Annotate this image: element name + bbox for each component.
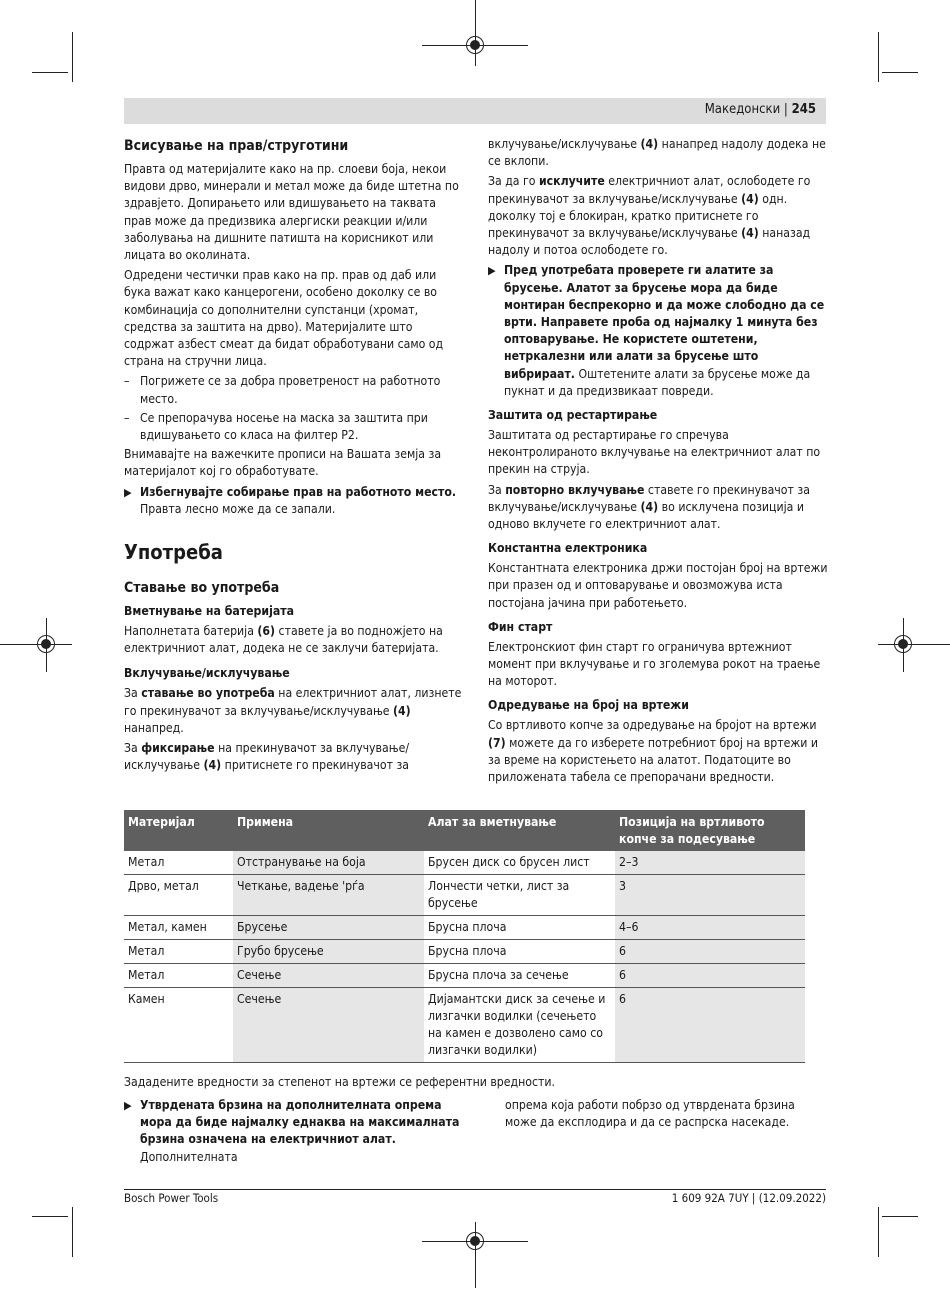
registration-line: [475, 0, 476, 66]
paragraph: Со вртливото копче за одредување на бројот на вртежи (7) можете да го изберете потребниот број на вртежи и за време на користењето на алатот. Податоците во приложената табела се препорачани вредности.: [488, 718, 818, 785]
table-cell: Грубо брусење: [233, 940, 424, 964]
registration-line: [0, 644, 72, 645]
table-cell: Лончести четки, лист за брусење: [424, 875, 615, 916]
table-cell: Сечење: [233, 964, 424, 988]
table-row: [124, 988, 805, 1063]
registration-target-icon: [466, 1232, 484, 1250]
registration-target-icon: [466, 36, 484, 54]
crop-mark: [72, 32, 73, 82]
warning-bold: Избегнувајте собирање прав на работното место.: [140, 484, 457, 499]
reference-note: Зададените вредности за степенот на вртежи се референтни вредности.: [124, 1075, 555, 1089]
column-header: Позиција на вртливото копче за подесување: [615, 810, 805, 851]
table-row: [124, 916, 805, 940]
footer-rule: [124, 1189, 826, 1190]
warning-text: Правта лесно може да се запали.: [140, 501, 336, 516]
table-header-row: [124, 810, 805, 851]
bottom-left-column: [124, 1097, 469, 1169]
table-cell: Брусна плоча: [424, 940, 615, 964]
section-heading: Ставање во употреба: [124, 580, 280, 597]
crop-mark: [878, 32, 879, 82]
paragraph: вклучување/исклучување (4) нанапред надолу додека не се вклопи.: [488, 137, 826, 169]
safety-warning: [124, 484, 462, 518]
table-cell: Отстранување на боја: [233, 851, 424, 875]
header-label: Македонски | 245: [704, 102, 816, 117]
right-column: [488, 136, 828, 789]
table-cell: Метал: [124, 940, 233, 964]
chapter-heading: Употреба: [124, 540, 223, 565]
table-row: [124, 964, 805, 988]
subsection-heading: Заштита од рестартирање: [488, 408, 658, 423]
table-cell: Камен: [124, 988, 233, 1063]
table-cell: Четкање, вадење 'рѓа: [233, 875, 424, 916]
paragraph: За ставање во употреба на електричниот алат, лизнете го прекинувачот за вклучување/исклучување (4) нанапред.: [124, 686, 462, 735]
paragraph: За повторно вклучување ставете го прекинувачот за вклучување/исклучување (4) во исклучена позиција и одново вклучете го електричниот алат.: [488, 482, 810, 532]
triangle-bullet-icon: ▶: [488, 264, 496, 278]
table-cell: Брусна плоча: [424, 916, 615, 940]
bottom-right-column: опрема која работи побрзо од утврдената брзина може да експлодира и да се распрска насекаде.: [505, 1098, 795, 1130]
table-cell: Метал: [124, 964, 233, 988]
footer-left: Bosch Power Tools: [124, 1191, 219, 1205]
table-cell: Сечење: [233, 988, 424, 1063]
warning-text: Оштетените алати за брусење може да пукнат и да предизвикаат повреди.: [504, 366, 811, 398]
subsection-heading: Вклучување/исклучување: [124, 666, 290, 681]
table-row: [124, 851, 805, 875]
warning-bold: Утврдената брзина на дополнителната опрема мора да биде најмалку еднаква на максималната брзина означена на електричниот алат.: [140, 1098, 460, 1147]
table-row: [124, 940, 805, 964]
page-number: 245: [791, 102, 816, 117]
subsection-heading: Одредување на број на вртежи: [488, 698, 689, 713]
registration-target-icon: [894, 635, 912, 653]
table-cell: 4–6: [615, 916, 805, 940]
footer-right: 1 609 92A 7UY | (12.09.2022): [671, 1191, 826, 1205]
table-cell: 2–3: [615, 851, 805, 875]
subsection-heading: Вметнување на батеријата: [124, 604, 294, 619]
left-column: [124, 137, 462, 777]
paragraph: Константната електроника држи постојан број на вртежи при празен од и оптоварување и овозможува иста постојана јачина при работењето.: [488, 561, 828, 610]
paragraph: Електронскиот фин старт го ограничува вртежниот момент при вклучување и го зголемува рокот на траење на моторот.: [488, 639, 821, 689]
table-cell: Дијамантски диск за сечење и лизгачки водилки (сечењето на камен е дозволено само со лизгачки водилки): [424, 988, 615, 1063]
table-cell: Метал: [124, 851, 233, 875]
crop-mark: [882, 72, 918, 73]
column-header: Алат за вметнување: [424, 810, 615, 851]
paragraph: Наполнетата батерија (6) ставете ја во подножјето на електричниот алат, додека не се заклучи батеријата.: [124, 624, 443, 656]
table-cell: Брусна плоча за сечење: [424, 964, 615, 988]
table-cell: 6: [615, 964, 805, 988]
subsection-heading: Константна електроника: [488, 541, 648, 556]
crop-mark: [32, 1216, 68, 1217]
table-row: [124, 875, 805, 916]
crop-mark: [878, 1207, 879, 1257]
column-header: Примена: [233, 810, 424, 851]
warning-bold: Пред употребата проверете ги алатите за брусење. Алатот за брусење мора да биде монтиран беспрекорно и да може слободно да се врти. Направете проба од најмалку 1 минута без оптоварување. Не користете оштетени, нетркалезни или алати за брусење што вибрираат.: [504, 263, 825, 381]
safety-warning: [124, 1097, 469, 1166]
table-cell: Брусен диск со брусен лист: [424, 851, 615, 875]
registration-line: [878, 644, 950, 645]
speed-table: [124, 810, 805, 1063]
table-cell: 6: [615, 940, 805, 964]
crop-mark: [72, 1207, 73, 1257]
page-header: [124, 98, 826, 124]
registration-target-icon: [37, 635, 55, 653]
paragraph: Внимавајте на важечките прописи на Вашата земја за материјалот кој го обработувате.: [124, 447, 442, 479]
subsection-heading: Фин старт: [488, 619, 553, 634]
triangle-bullet-icon: ▶: [124, 1099, 132, 1112]
paragraph: За фиксирање на прекинувачот за вклучување/исклучување (4) притиснете го прекинувачот за: [124, 741, 410, 773]
list-item: – Погрижете се за добра проветреност на работното место.: [124, 373, 462, 407]
column-header: Материјал: [124, 810, 233, 851]
paragraph: Заштитата од рестартирање го спречува неконтролираното вклучување на електричниот алат по прекин на струја.: [488, 428, 821, 477]
safety-warning: [488, 262, 828, 400]
warning-text: Дополнителната: [140, 1149, 238, 1164]
paragraph: За да го исклучите електричниот алат, ослободете го прекинувачот за вклучување/исклучување (4) одн. доколку тој е блокиран, кратко притиснете го прекинувачот за вклучување/исклучување (4) наназад надолу и потоа ослободете го.: [488, 174, 811, 258]
table-cell: Дрво, метал: [124, 875, 233, 916]
table-cell: 3: [615, 875, 805, 916]
paragraph: Одредени честички прав како на пр. прав од даб или бука важат како канцерогени, особено доколку се во комбинација со дополнителни супстанци (хромат, средства за заштита на дрво). Материјалите што содржат азбест смеат да бидат обработувани само од страна на стручни лица.: [124, 268, 444, 369]
section-heading: Всисување на прав/струготини: [124, 138, 349, 154]
crop-mark: [32, 72, 68, 73]
table-cell: Метал, камен: [124, 916, 233, 940]
table-cell: Брусење: [233, 916, 424, 940]
triangle-bullet-icon: ▶: [124, 485, 132, 499]
crop-mark: [882, 1216, 918, 1217]
list-item: – Се препорачува носење на маска за заштита при вдишувањето со класа на филтер P2.: [124, 410, 462, 444]
table-cell: 6: [615, 988, 805, 1063]
paragraph: Правта од материјалите како на пр. слоеви боја, некои видови дрво, минерали и метал може да биде штетна по здравјето. Допирањето или вдишувањето на таквата прав може да предизвика алергиски реакции и/или заболувања на дишните патишта на корисникот или лицата во околината.: [124, 162, 459, 263]
header-language: Македонски: [704, 102, 781, 117]
